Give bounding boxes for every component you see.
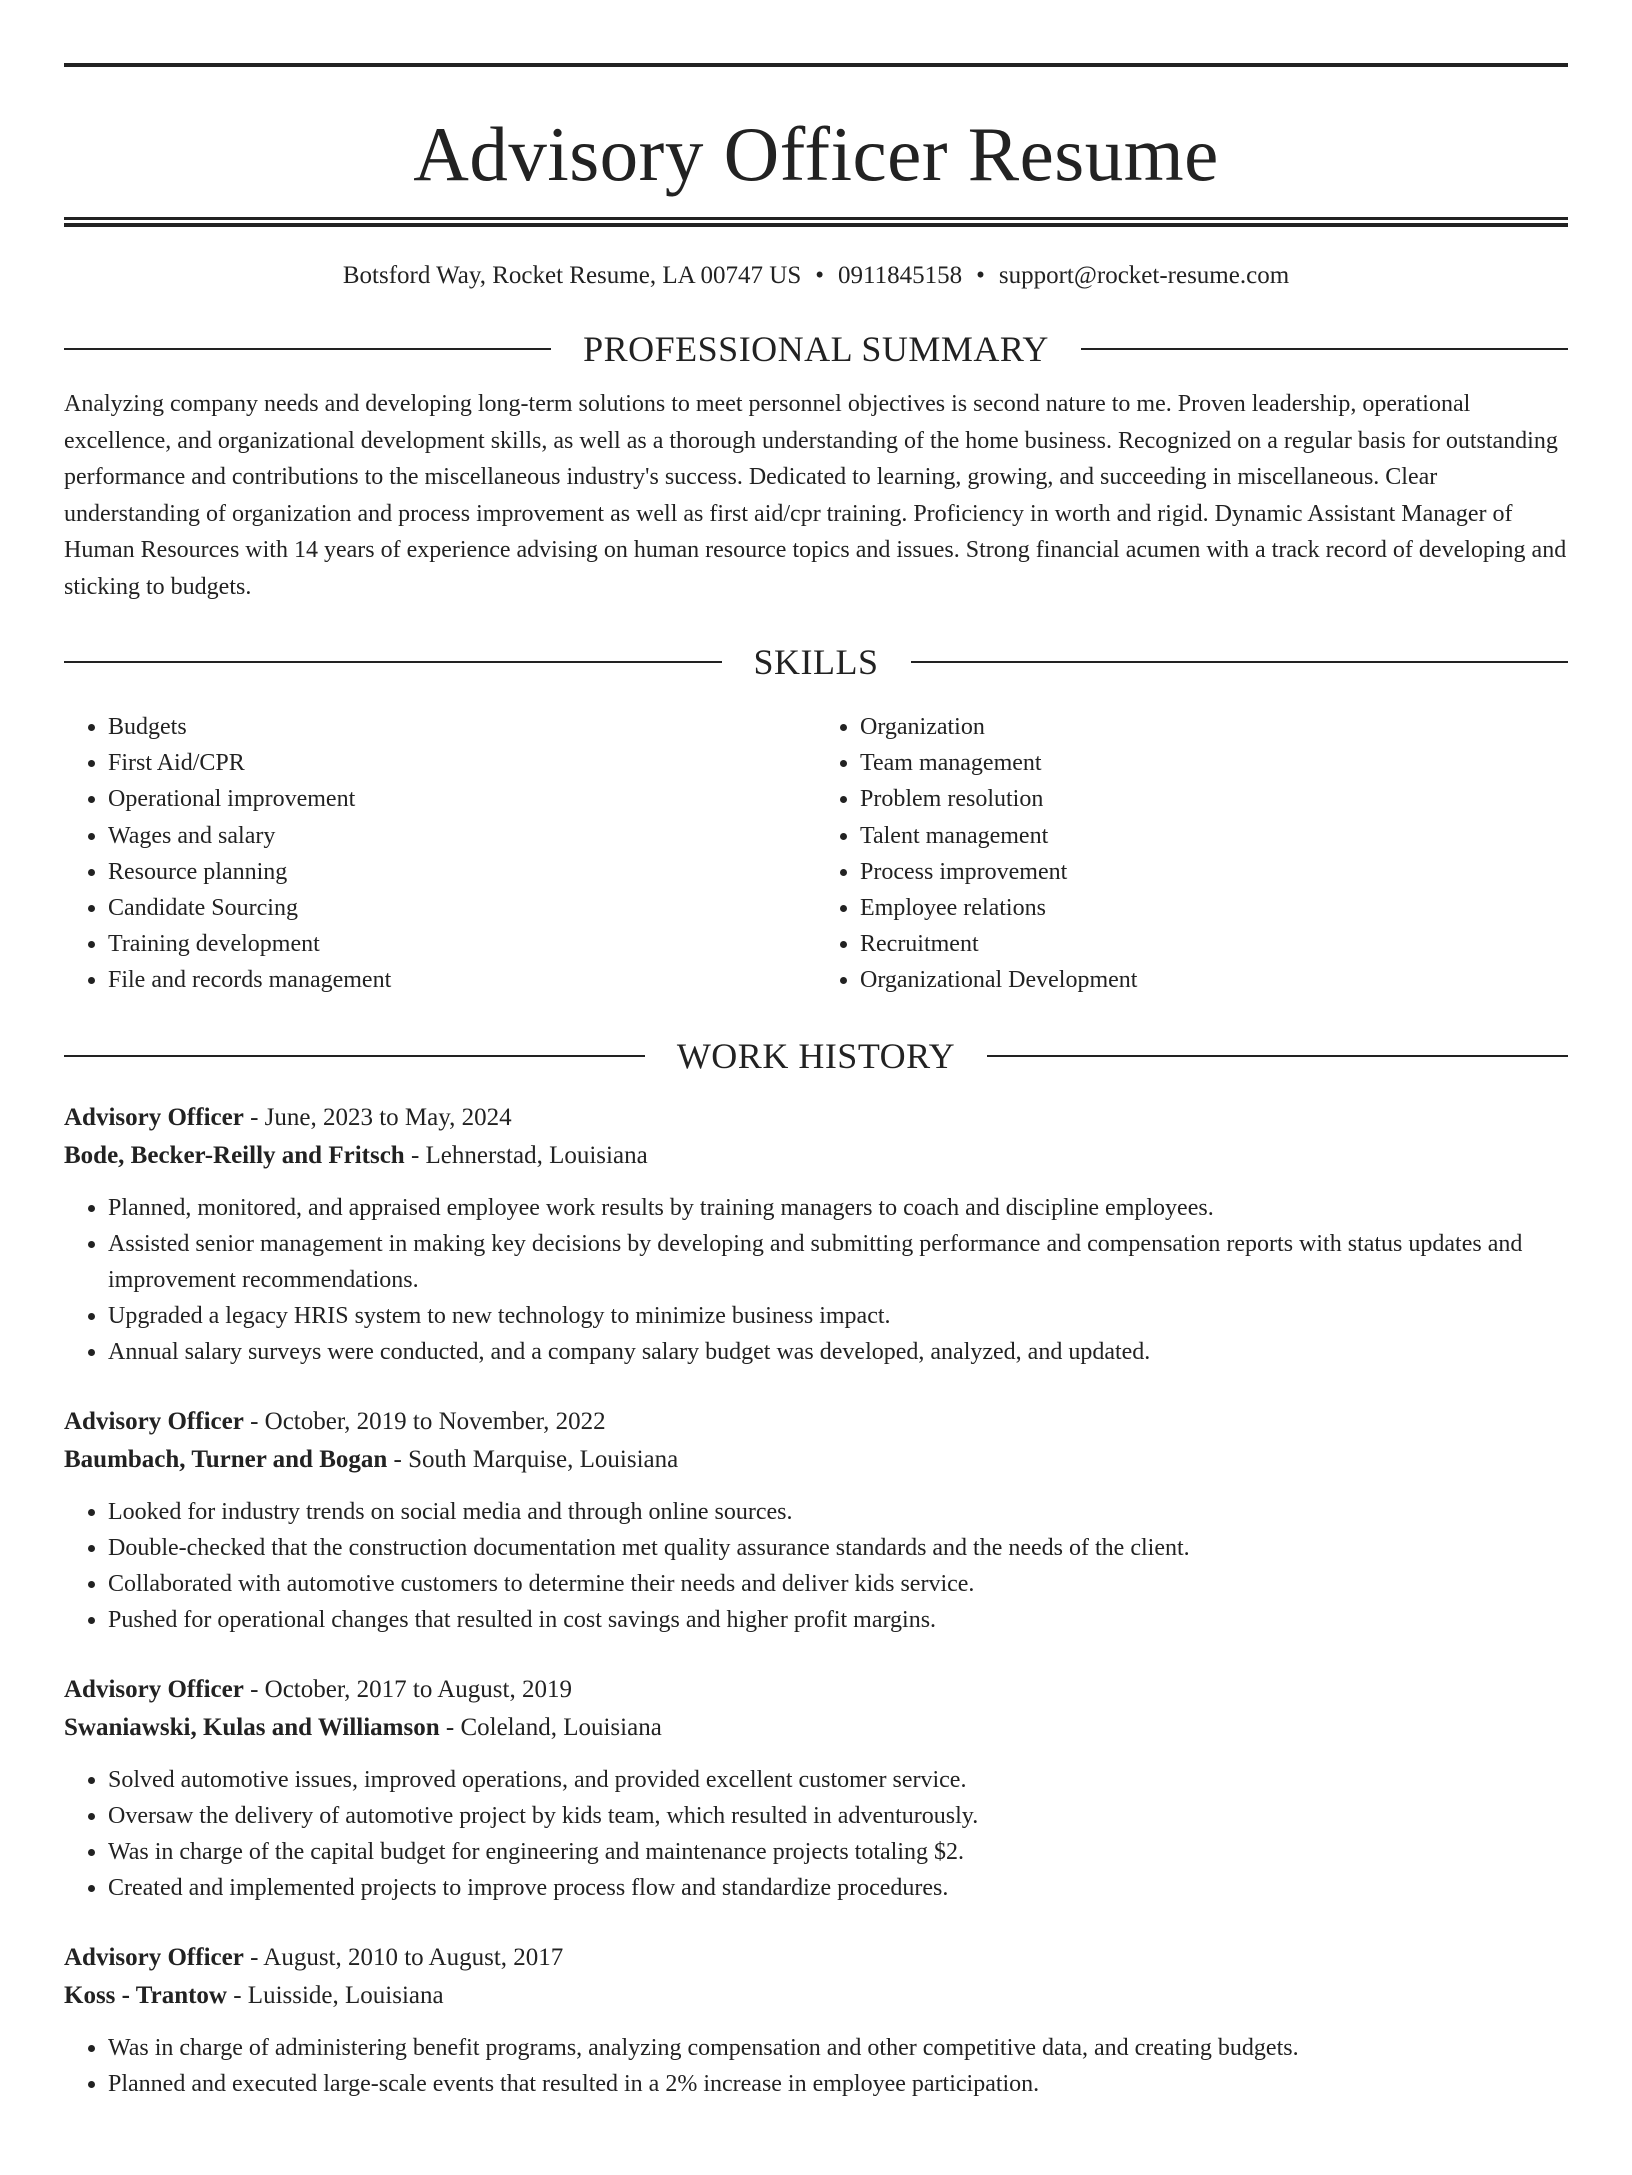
double-rule (64, 217, 1568, 227)
contact-phone: 0911845158 (838, 262, 963, 289)
job-company-line (64, 1137, 1568, 1176)
skill-item: • Organization (860, 709, 1568, 745)
section-header-summary (64, 327, 1568, 371)
skill-item: • Problem resolution (860, 781, 1568, 817)
professional-summary-text: Analyzing company needs and developing long-term solutions to meet personnel objectives is second nature to me. Proven leadership, operational excellence, and organizational development skills, as well as a thorough understanding of the home business. Recognized on a regular basis for outstanding performance and contributions to the miscellaneous industry's success. Dedicated to learning, growing, and succeeding in miscellaneous. Clear understanding of organization and process improvement as well as first aid/cpr training. Proficiency in worth and rigid. Dynamic Assistant Manager of Human Resources with 14 years of experience advising on human resource topics and issues. Strong financial acumen with a track record of developing and sticking to budgets. (64, 391, 1567, 600)
job-title-line (64, 1403, 1568, 1442)
job-title-line (64, 1671, 1568, 1710)
section-header-skills (64, 640, 1568, 684)
job-entry (64, 1671, 1568, 1906)
job-title: Advisory Officer (64, 1407, 244, 1435)
skill-item: • Process improvement (860, 854, 1568, 890)
section-rule (911, 661, 1569, 663)
section-rule (987, 1055, 1568, 1057)
contact-email: support@rocket-resume.com (998, 262, 1290, 289)
job-bullet: • Was in charge of the capital budget for engineering and maintenance projects totaling $2. (108, 1834, 1568, 1870)
job-dates: - October, 2019 to November, 2022 (243, 1407, 606, 1435)
job-bullets (64, 1762, 1568, 1906)
skills-list (64, 709, 1568, 999)
skill-item: • File and records management (108, 962, 816, 998)
skill-item: • Talent management (860, 818, 1568, 854)
job-bullets (64, 1190, 1568, 1370)
skill-item: • Training development (108, 926, 816, 962)
section-title-work-history: WORK HISTORY (676, 1035, 956, 1076)
job-dates: - October, 2017 to August, 2019 (243, 1675, 572, 1703)
job-company: Koss - Trantow (64, 1982, 227, 2010)
skill-item: • Resource planning (108, 854, 816, 890)
job-dates: - August, 2010 to August, 2017 (243, 1943, 564, 1971)
skills-column-right (816, 709, 1568, 999)
job-bullet: • Solved automotive issues, improved operations, and provided excellent customer service. (108, 1762, 1568, 1798)
section-rule (64, 348, 551, 350)
skills-column-left (64, 709, 816, 999)
skill-item: • Organizational Development (860, 962, 1568, 998)
skill-item: • Team management (860, 745, 1568, 781)
job-company-line (64, 1977, 1568, 2016)
section-rule (64, 1055, 645, 1057)
job-bullet: • Created and implemented projects to improve process flow and standardize procedures. (108, 1870, 1568, 1906)
section-header-work-history (64, 1034, 1568, 1078)
top-rule (64, 63, 1568, 67)
job-company-line (64, 1441, 1568, 1480)
job-location: - Coleland, Louisiana (439, 1714, 662, 1742)
job-entry (64, 1099, 1568, 1370)
job-bullet: • Assisted senior management in making key decisions by developing and submitting performance and compensation reports with status updates and improvement recommendations. (108, 1226, 1568, 1298)
job-company-line (64, 1709, 1568, 1748)
section-rule (1081, 348, 1568, 350)
job-location: - Lehnerstad, Louisiana (404, 1142, 648, 1170)
job-bullet: • Planned and executed large-scale events that resulted in a 2% increase in employee participation. (108, 2066, 1568, 2102)
skill-item: • Employee relations (860, 890, 1568, 926)
skill-item: • Wages and salary (108, 818, 816, 854)
job-bullets (64, 1494, 1568, 1638)
job-company: Baumbach, Turner and Bogan (64, 1446, 388, 1474)
job-bullet: • Oversaw the delivery of automotive project by kids team, which resulted in adventurously. (108, 1798, 1568, 1834)
skill-item: • Candidate Sourcing (108, 890, 816, 926)
skill-item: • Budgets (108, 709, 816, 745)
contact-separator: • (815, 262, 824, 289)
job-location: - South Marquise, Louisiana (387, 1446, 679, 1474)
job-location: - Luisside, Louisiana (226, 1982, 444, 2010)
job-title: Advisory Officer (64, 1103, 244, 1131)
job-company: Bode, Becker-Reilly and Fritsch (64, 1142, 405, 1170)
section-title-summary: PROFESSIONAL SUMMARY (583, 329, 1049, 369)
job-title: Advisory Officer (64, 1675, 244, 1703)
section-title-skills: SKILLS (753, 642, 879, 682)
job-entry (64, 1403, 1568, 1638)
contact-separator: • (976, 262, 985, 289)
resume-page (0, 63, 1632, 2175)
resume-title: Advisory Officer Resume (413, 111, 1219, 197)
job-title-line (64, 1939, 1568, 1978)
job-bullet: • Was in charge of administering benefit programs, analyzing compensation and other competitive data, and creating budgets. (108, 2030, 1568, 2066)
job-entry (64, 1939, 1568, 2102)
job-bullet: • Planned, monitored, and appraised employee work results by training managers to coach and discipline employees. (108, 1190, 1568, 1226)
job-bullet: • Annual salary surveys were conducted, and a company salary budget was developed, analyzed, and updated. (108, 1334, 1568, 1370)
section-rule (64, 661, 722, 663)
job-bullet: • Double-checked that the construction documentation met quality assurance standards and the needs of the client. (108, 1530, 1568, 1566)
contact-address: Botsford Way, Rocket Resume, LA 00747 US (342, 262, 802, 289)
skill-item: • Recruitment (860, 926, 1568, 962)
job-bullet: • Pushed for operational changes that resulted in cost savings and higher profit margins. (108, 1602, 1568, 1638)
skill-item: • First Aid/CPR (108, 745, 816, 781)
skill-item: • Operational improvement (108, 781, 816, 817)
contact-line (64, 260, 1568, 292)
job-bullet: • Looked for industry trends on social media and through online sources. (108, 1494, 1568, 1530)
job-bullets (64, 2030, 1568, 2102)
job-title: Advisory Officer (64, 1943, 244, 1971)
job-bullet: • Upgraded a legacy HRIS system to new technology to minimize business impact. (108, 1298, 1568, 1334)
job-bullet: • Collaborated with automotive customers to determine their needs and deliver kids service. (108, 1566, 1568, 1602)
job-dates: - June, 2023 to May, 2024 (243, 1103, 512, 1131)
job-title-line (64, 1099, 1568, 1138)
job-company: Swaniawski, Kulas and Williamson (64, 1714, 440, 1742)
